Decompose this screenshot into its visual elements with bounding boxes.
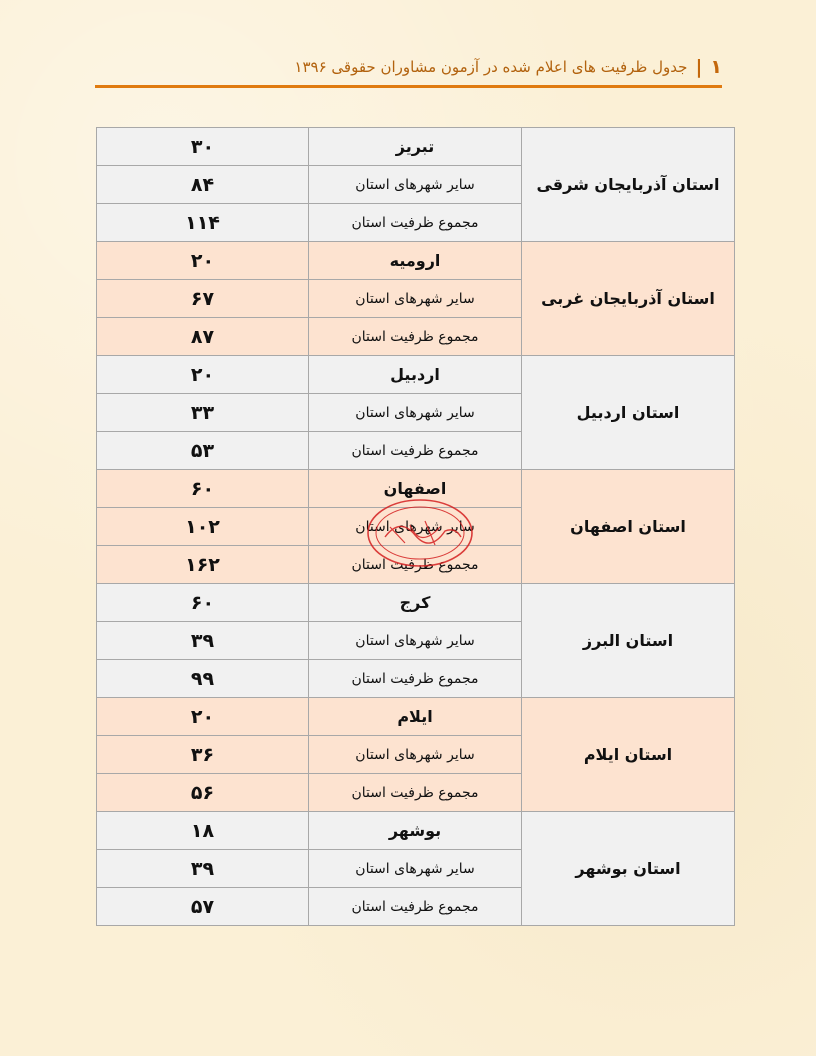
table-row [97,128,735,166]
capacity-value: ۲۰ [97,698,309,736]
other-cities-label: سایر شهرهای استان [309,736,522,774]
capital-city-name: بوشهر [309,812,522,850]
other-cities-label: سایر شهرهای استان [309,394,522,432]
page-header [95,48,722,88]
capacity-value: ۳۹ [97,622,309,660]
capacity-value: ۹۹ [97,660,309,698]
other-cities-label: سایر شهرهای استان [309,166,522,204]
province-name: استان بوشهر [522,812,735,926]
capacity-value: ۱۶۲ [97,546,309,584]
table-row [97,356,735,394]
capacity-value: ۲۰ [97,356,309,394]
capacity-value: ۶۷ [97,280,309,318]
capacity-value: ۳۶ [97,736,309,774]
capital-city-name: ایلام [309,698,522,736]
capacity-value: ۱۱۴ [97,204,309,242]
total-capacity-label: مجموع ظرفیت استان [309,318,522,356]
capital-city-name: تبریز [309,128,522,166]
total-capacity-label: مجموع ظرفیت استان [309,546,522,584]
province-name: استان آذربایجان شرقی [522,128,735,242]
capital-city-name: کرج [309,584,522,622]
province-name: استان اردبیل [522,356,735,470]
other-cities-label: سایر شهرهای استان [309,508,522,546]
table-row [97,242,735,280]
total-capacity-label: مجموع ظرفیت استان [309,660,522,698]
capacity-value: ۳۹ [97,850,309,888]
capacity-value: ۲۰ [97,242,309,280]
capacity-value: ۶۰ [97,584,309,622]
table-row [97,812,735,850]
total-capacity-label: مجموع ظرفیت استان [309,888,522,926]
capacity-value: ۸۷ [97,318,309,356]
capacity-value: ۵۷ [97,888,309,926]
province-name: استان اصفهان [522,470,735,584]
capacity-value: ۳۰ [97,128,309,166]
capacity-value: ۱۸ [97,812,309,850]
other-cities-label: سایر شهرهای استان [309,850,522,888]
other-cities-label: سایر شهرهای استان [309,280,522,318]
section-number: ۱ [710,55,722,78]
table-row [97,470,735,508]
province-name: استان البرز [522,584,735,698]
capital-city-name: اصفهان [309,470,522,508]
total-capacity-label: مجموع ظرفیت استان [309,432,522,470]
header-separator: | [695,55,703,78]
total-capacity-label: مجموع ظرفیت استان [309,204,522,242]
capital-city-name: ارومیه [309,242,522,280]
capacity-value: ۳۳ [97,394,309,432]
table-row [97,698,735,736]
capacity-value: ۵۶ [97,774,309,812]
capacity-value: ۱۰۲ [97,508,309,546]
province-name: استان ایلام [522,698,735,812]
other-cities-label: سایر شهرهای استان [309,622,522,660]
table-row [97,584,735,622]
capital-city-name: اردبیل [309,356,522,394]
capacity-value: ۵۳ [97,432,309,470]
capacity-value: ۸۴ [97,166,309,204]
total-capacity-label: مجموع ظرفیت استان [309,774,522,812]
capacity-value: ۶۰ [97,470,309,508]
province-name: استان آذربایجان غربی [522,242,735,356]
page-title: جدول ظرفیت های اعلام شده در آزمون مشاوران حقوقی ۱۳۹۶ [294,57,688,76]
capacity-table [96,127,735,926]
